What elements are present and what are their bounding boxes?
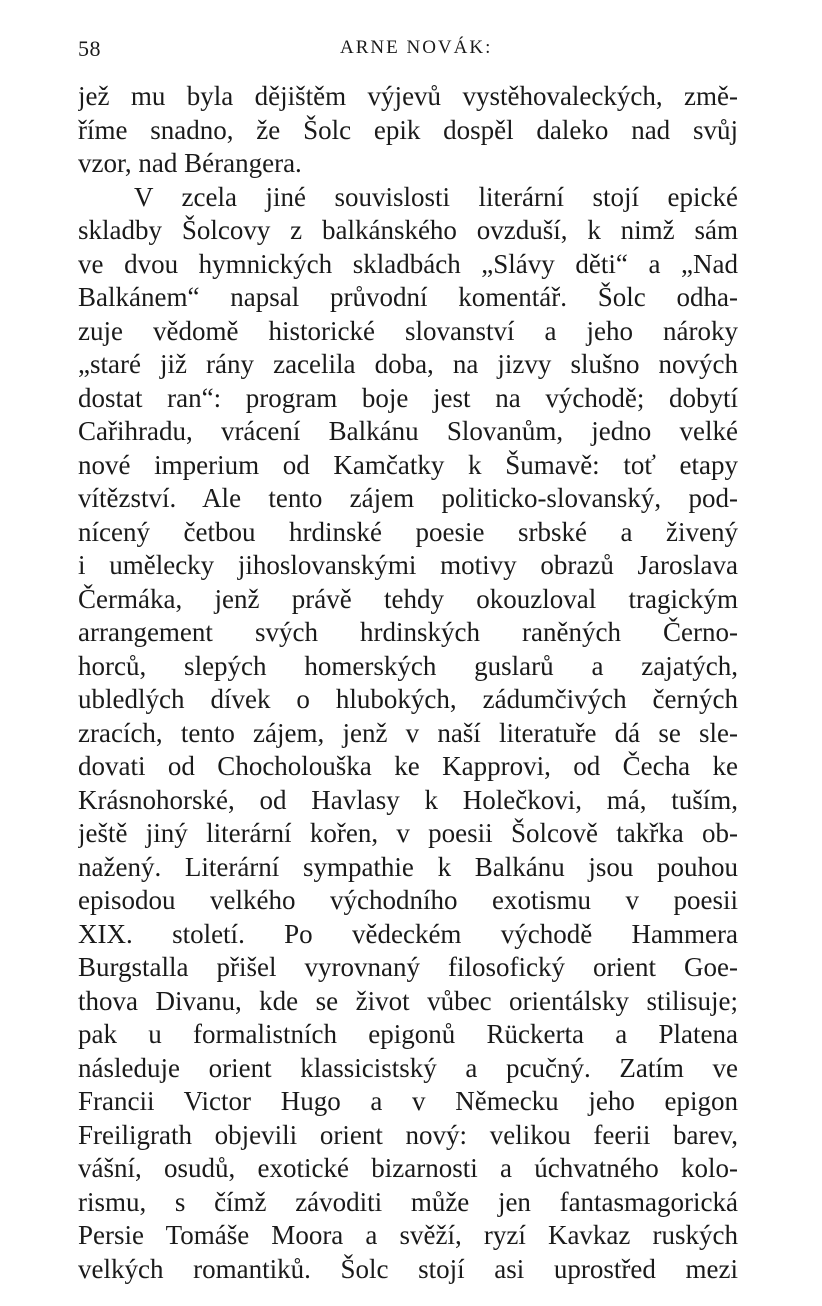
text-line: pak u formalistních epigonů Rückerta a Platena — [78, 1019, 738, 1049]
text-line: Freiligrath objevili orient nový: velikou feerii barev, — [78, 1119, 738, 1150]
paragraph-first-line: V zcela jiné souvislosti literární stojí epické — [134, 181, 738, 212]
text-line: Čermáka, jenž právě tehdy okouzloval tragickým — [78, 583, 738, 614]
text-line: ještě jiný literární kořen, v poesii Šolcově takřka ob- — [78, 818, 738, 848]
page-number: 58 — [78, 36, 101, 61]
text-line: i umělecky jihoslovanskými motivy obrazů Jaroslava — [78, 550, 738, 580]
text-line: horců, slepých homerských guslarů a zajatých, — [78, 650, 738, 681]
text-line: „staré již rány zacelila doba, na jizvy slušno nových — [78, 349, 738, 379]
text-line: dostat ran“: program boje jest na východě; dobytí — [78, 382, 738, 413]
text-line: XIX. století. Po vědeckém východě Hammera — [78, 918, 738, 949]
text-line: ubledlých dívek o hlubokých, zádumčivých černých — [78, 684, 738, 714]
body-text — [78, 80, 738, 1286]
text-line: nové imperium od Kamčatky k Šumavě: toť etapy — [78, 449, 738, 480]
text-line: nícený četbou hrdinské poesie srbské a živený — [78, 516, 738, 547]
text-line: Cařihradu, vrácení Balkánu Slovanům, jedno velké — [78, 416, 738, 446]
text-line: vítězství. Ale tento zájem politicko-slovanský, pod- — [78, 483, 738, 513]
text-line: rismu, s čímž závoditi může jen fantasmagorická — [78, 1186, 738, 1217]
text-line: ve dvou hymnických skladbách „Slávy děti“ a „Nad — [78, 248, 738, 279]
text-line: vzor, nad Bérangera. — [78, 148, 302, 178]
text-line: Krásnohorské, od Havlasy k Holečkovi, má, tuším, — [78, 784, 738, 815]
text-line: Burgstalla přišel vyrovnaný filosofický orient Goe- — [78, 952, 738, 982]
text-line: zracích, tento zájem, jenž v naší literatuře dá se sle- — [78, 717, 738, 748]
running-head — [78, 36, 738, 66]
text-line: jež mu byla dějištěm výjevů vystěhovaleckých, změ- — [78, 81, 738, 111]
running-title: ARNE NOVÁK: — [340, 37, 493, 58]
text-line: Persie Tomáše Moora a svěží, ryzí Kavkaz ruských — [78, 1220, 738, 1250]
text-line: skladby Šolcovy z balkánského ovzduší, k nimž sám — [78, 215, 738, 245]
text-line: nažený. Literární sympathie k Balkánu jsou pouhou — [78, 851, 738, 882]
text-line: zuje vědomě historické slovanství a jeho nároky — [78, 315, 738, 346]
text-line: velkých romantiků. Šolc stojí asi uprostřed mezi — [78, 1253, 738, 1284]
text-line: následuje orient klassicistský a pcučný. Zatím ve — [78, 1052, 738, 1083]
text-line: vášní, osudů, exotické bizarnosti a úchvatného kolo- — [78, 1153, 738, 1183]
text-line: říme snadno, že Šolc epik dospěl daleko nad svůj — [78, 114, 738, 145]
text-line: thova Divanu, kde se život vůbec orientálsky stilisuje; — [78, 985, 738, 1016]
text-line: Francii Victor Hugo a v Německu jeho epigon — [78, 1086, 738, 1116]
text-line: Balkánem“ napsal průvodní komentář. Šolc odha- — [78, 282, 738, 312]
text-line: episodou velkého východního exotismu v poesii — [78, 885, 738, 915]
text-line: dovati od Chocholouška ke Kapprovi, od Čecha ke — [78, 751, 738, 781]
text-line: arrangement svých hrdinských raněných Černo- — [78, 617, 738, 647]
